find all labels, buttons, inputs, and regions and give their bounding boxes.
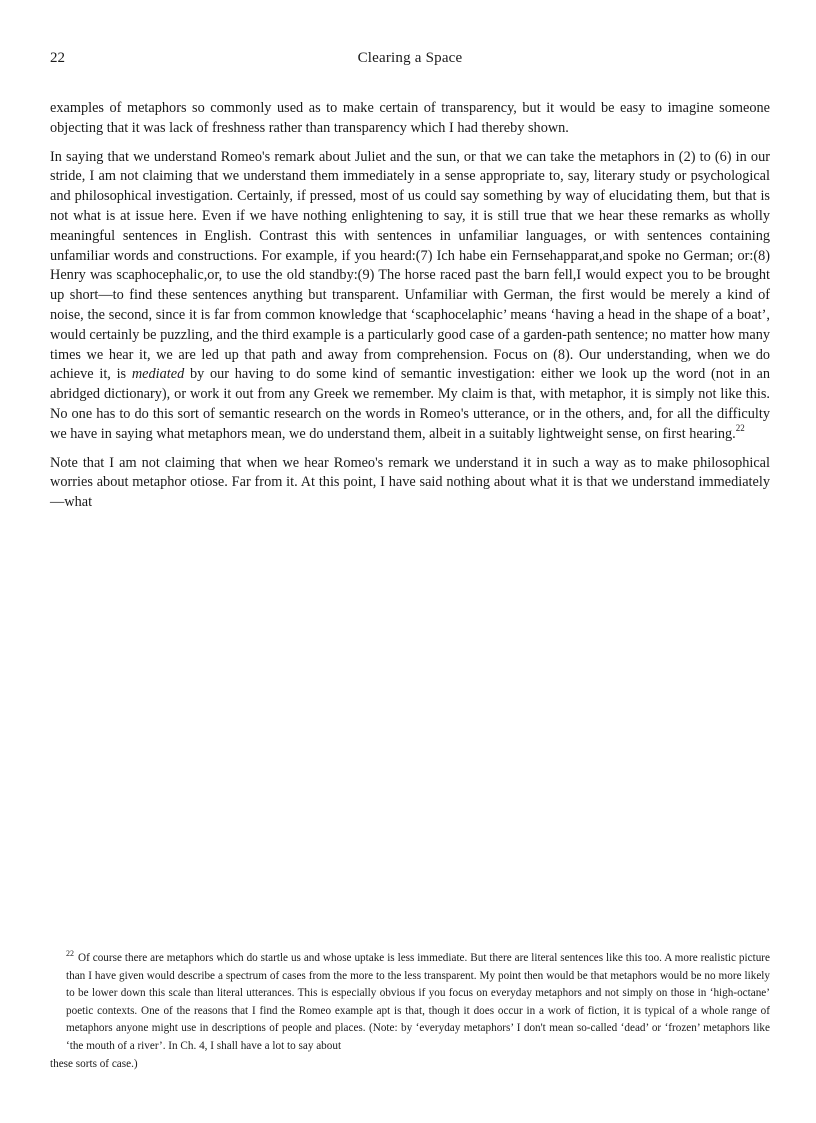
page-number: 22 (50, 50, 65, 66)
italic-mediated: mediated (131, 366, 185, 383)
body-text (50, 99, 770, 522)
paragraph-2-part-2: by our having to do some kind of semantic investigation: either we look up the word (not in an abridged dictionary), or work it out from any Greek we remember. My claim is that, with metaphor, it is simply not like this. No one has to do this sort of semantic research on the words in Romeo's utterance, or in the others, and, for all the difficulty we have in saying what metaphors mean, we do understand them, albeit in a suitably lightweight sense, on first hearing. (50, 366, 771, 442)
footnote-number: 22 (66, 949, 74, 959)
footnote-last-line: these sorts of case.) (50, 1057, 138, 1070)
page-header (50, 50, 770, 72)
paragraph-1: examples of metaphors so commonly used as to make certain of transparency, but it would be easy to imagine someone objecting that it was lack of freshness rather than transparency which I had thereby shown. (50, 100, 770, 136)
paragraph-2 (50, 148, 770, 445)
footnote-ref-22[interactable]: 22 (735, 422, 745, 433)
footnote-body (50, 950, 770, 1056)
footnote-text: Of course there are metaphors which do startle us and whose uptake is less immediate. But there are literal sentences like this too. A more realistic picture than I have given would describe a spectrum of cases from the more to the less transparent. My point then would be that metaphors would be no more likely to be lower down this scale than literal utterances. This is especially obvious if you focus on everyday metaphors and not simply on those in ‘high-octane’ poetic contexts. One of the reasons that I find the Romeo example apt is that, though it does occur in a work of fiction, it is typical of a whole range of metaphors anyone might use in descriptions of people and places. (Note: by ‘everyday metaphors’ I don't mean so-called ‘dead’ or ‘frozen’ metaphors like ‘the mouth of a river’. In Ch. 4, I shall have a lot to say about (66, 952, 770, 1052)
running-title: Clearing a Space (357, 50, 463, 66)
paragraph-3: Note that I am not claiming that when we hear Romeo's remark we understand it in such a way as to make philosophical worries about metaphor otiose. Far from it. At this point, I have said nothing about what it is that we understand immediately—what (50, 454, 770, 511)
paragraph-2-part-1: In saying that we understand Romeo's remark about Juliet and the sun, or that we can take the metaphors in (2) to (6) in our stride, I am not claiming that we understand them immediately in a sense appropriate to, say, literary study or psychological and philosophical investigation. Certainly, if pressed, most of us could say something by way of elucidating them, but that is not what is at issue here. Even if we have nothing enlightening to say, it is still true that we hear these remarks as wholly meaningful sentences in English. Contrast this with sentences in unfamiliar languages, or with sentences containing unfamiliar words and constructions. For example, if you heard:(7) Ich habe ein Fernsehapparat,and spoke no German; or:(8) Henry was scaphocephalic,or, to use the old standby:(9) The horse raced past the barn fell,I would expect you to be brought up short—to find these sentences anything but transparent. Unfamiliar with German, the first would be merely a kind of noise, the second, since it is far from common knowledge that ‘scaphocelaphic’ means ‘having a head in the shape of a boat’, would certainly be puzzling, and the third example is a particularly good case of a garden-path sentence; no matter how many times we hear it, we are led up that path and away from comprehension. Focus on (8). Our understanding, when we do achieve it, is (50, 148, 770, 383)
footnote-22 (50, 950, 770, 1073)
